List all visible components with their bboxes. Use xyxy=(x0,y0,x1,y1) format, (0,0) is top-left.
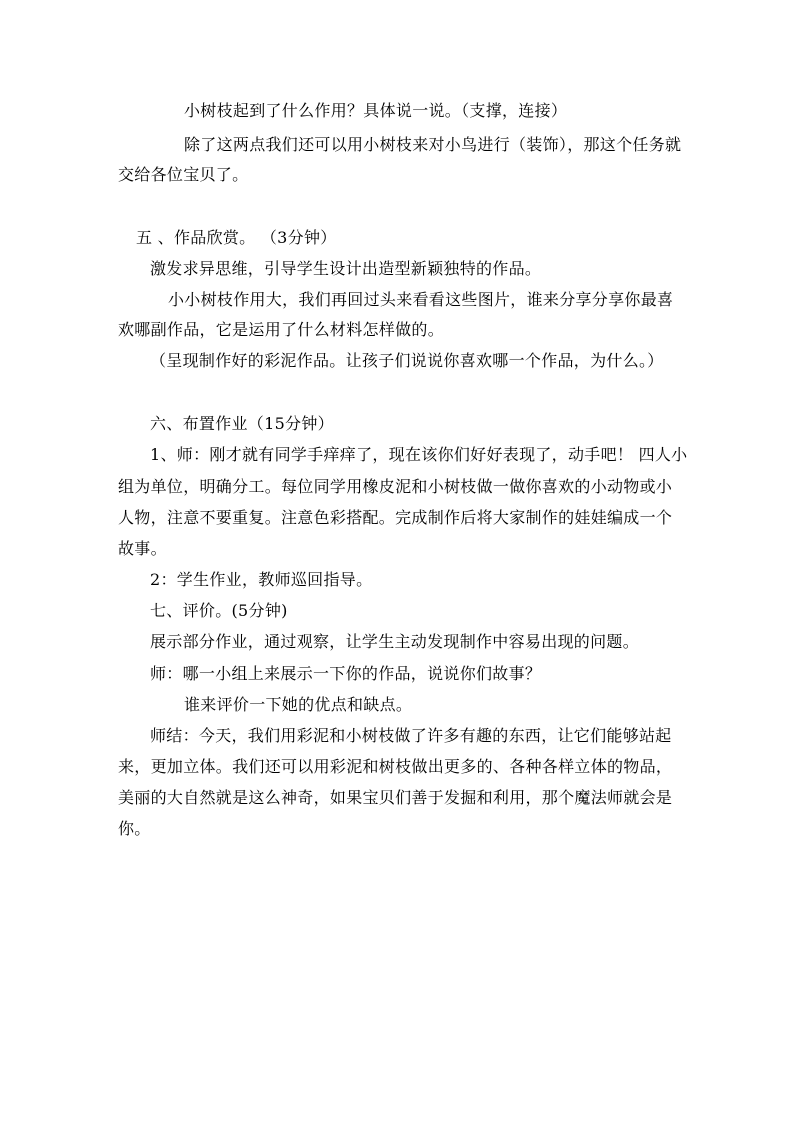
text-line-homework-1: 1、师：刚才就有同学手痒痒了，现在该你们好好表现了，动手吧！ 四人小 xyxy=(150,445,688,464)
text-line-homework-1-cont-c: 故事。 xyxy=(118,539,167,558)
text-line-decoration-task-cont: 交给各位宝贝了。 xyxy=(118,165,249,184)
section-heading-homework: 六、布置作业（15分钟） xyxy=(150,414,334,433)
text-line-share-favorite: 小小树枝作用大，我们再回过头来看看这些图片，谁来分享分享你最喜 xyxy=(168,290,674,309)
text-line-homework-1-cont-b: 人物，注意不要重复。注意色彩搭配。完成制作后将大家制作的娃娃编成一个 xyxy=(118,508,673,527)
section-heading-evaluation: 七、评价。(5分钟) xyxy=(150,601,288,620)
text-line-homework-2: 2：学生作业，教师巡回指导。 xyxy=(150,570,373,589)
text-line-teacher-question: 师：哪一小组上来展示一下你的作品，说说你们故事？ xyxy=(150,664,542,683)
text-line-show-homework: 展示部分作业，通过观察，让学生主动发现制作中容易出现的问题。 xyxy=(150,632,640,651)
text-line-teacher-summary-cont-c: 你。 xyxy=(118,819,151,838)
text-line-teacher-summary: 师结：今天，我们用彩泥和小树枝做了许多有趣的东西，让它们能够站起 xyxy=(150,726,672,745)
text-line-teacher-summary-cont-b: 美丽的大自然就是这么神奇，如果宝贝们善于发掘和利用，那个魔法师就会是 xyxy=(118,788,673,807)
text-line-homework-1-cont-a: 组为单位，明确分工。每位同学用橡皮泥和小树枝做一做你喜欢的小动物或小 xyxy=(118,477,673,496)
text-line-evaluate-pros-cons: 谁来评价一下她的优点和缺点。 xyxy=(184,695,413,714)
text-line-decoration-task: 除了这两点我们还可以用小树枝来对小鸟进行（装饰），那这个任务就 xyxy=(184,135,682,154)
text-line-present-works: （呈现制作好的彩泥作品。让孩子们说说你喜欢哪一个作品，为什么。） xyxy=(150,351,664,370)
text-line-share-favorite-cont: 欢哪副作品，它是运用了什么材料怎样做的。 xyxy=(118,320,445,339)
section-heading-appreciation: 五 、作品欣赏。 （3分钟） xyxy=(136,228,337,247)
text-line-question-twig-function: 小树枝起到了什么作用？具体说一说。（支撑，连接） xyxy=(184,101,568,120)
text-line-divergent-thinking: 激发求异思维，引导学生设计出造型新颖独特的作品。 xyxy=(150,259,542,278)
text-line-teacher-summary-cont-a: 来，更加立体。我们还可以用彩泥和树枝做出更多的、各种各样立体的物品， xyxy=(118,757,673,776)
